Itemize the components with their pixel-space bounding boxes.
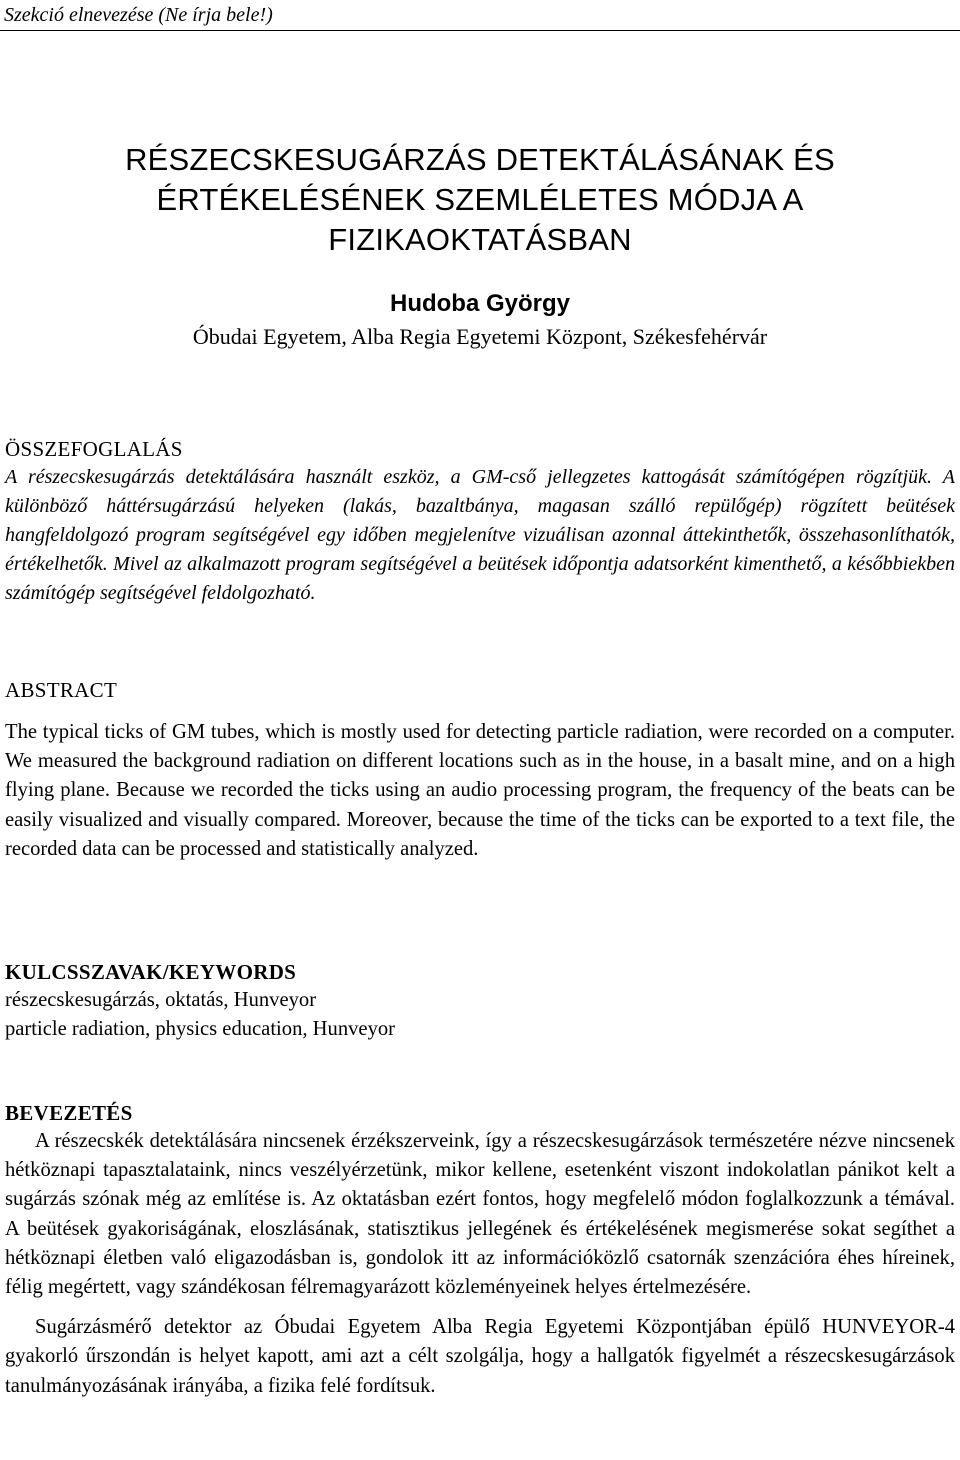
keywords-hu: részecskesugárzás, oktatás, Hunveyor [5,989,317,1011]
keywords-section [5,958,955,1044]
introduction-paragraph-2: Sugárzásmérő detektor az Óbudai Egyetem Alba Regia Egyetemi Központjában épülő HUNVEYOR-4 gyakorló űrszondán is helyet kapott, ami azt a célt szolgálja, hogy a hallgatók figyelmét a részecskesugárzások tanulmányozásának irányába, a fizika felé fordítsuk. [5,1316,955,1397]
section-name-header: Szekció elnevezése (Ne írja bele!) [4,4,273,26]
summary-text: A részecskesugárzás detektálására használt eszköz, a GM-cső jellegzetes kattogását számítógépen rögzítjük. A különböző háttérsugárzású helyeken (lakás, bazaltbánya, magasan szálló repülőgép) rögzített beütések hangfeldolgozó program segítségével egy időben megjelenítve vizuálisan azonnal áttekinthetők, összehasonlíthatók, értékelhetők. Mivel az alkalmazott program segítségével a beütések időpontja adatsorként kimenthető, a későbbiekben számítógép segítségével feldolgozható. [5,466,955,604]
header-rule [0,30,960,31]
abstract-text: The typical ticks of GM tubes, which is mostly used for detecting particle radiation, were recorded on a computer. We measured the background radiation on different locations such as in the house, in a basalt mine, and on a high flying plane. Because we recorded the ticks using an audio processing program, the frequency of the beats can be easily visualized and visually compared. Moreover, because the time of the ticks can be exported to a text file, the recorded data can be processed and statistically analyzed. [5,721,955,860]
keywords-heading: KULCSSZAVAK/KEYWORDS [5,960,297,984]
introduction-section [5,1099,955,1401]
abstract-heading: ABSTRACT [5,678,118,702]
author-affiliation: Óbudai Egyetem, Alba Regia Egyetemi Központ, Székesfehérvár [192,324,768,349]
title-line-3: FIZIKAOKTATÁSBAN [328,222,632,257]
summary-section [5,435,955,608]
title-line-1: RÉSZECSKESUGÁRZÁS DETEKTÁLÁSÁNAK ÉS [125,142,835,177]
summary-heading: ÖSSZEFOGLALÁS [5,437,183,461]
paper-title [0,140,960,260]
author-name: Hudoba György [389,290,570,317]
title-line-2: ÉRTÉKELÉSÉNEK SZEMLÉLETES MÓDJA A [156,182,804,217]
introduction-paragraph-1: A részecskék detektálására nincsenek érzékszerveink, így a részecskesugárzások természetére nézve nincsenek hétköznapi tapasztalataink, nincs veszélyérzetünk, mikor kellene, esetenként viszont indokolatlan pánikot kelt a sugárzás szónak még az említése is. Az oktatásban ezért fontos, hogy megfelelő módon foglalkozzunk a témával. A beütések gyakoriságának, eloszlásának, statisztikus jellegének és értékelésének megismerése sokat segíthet a hétköznapi életben való eligazodásban is, gondolok itt az információközlő csatornák szenzációra éhes híreinek, félig megértett, vagy szándékosan félremagyarázott közleményeinek helyes értelmezésére. [5,1130,955,1299]
keywords-en: particle radiation, physics education, Hunveyor [5,1018,396,1040]
introduction-heading: BEVEZETÉS [5,1101,133,1125]
abstract-section [5,676,955,864]
